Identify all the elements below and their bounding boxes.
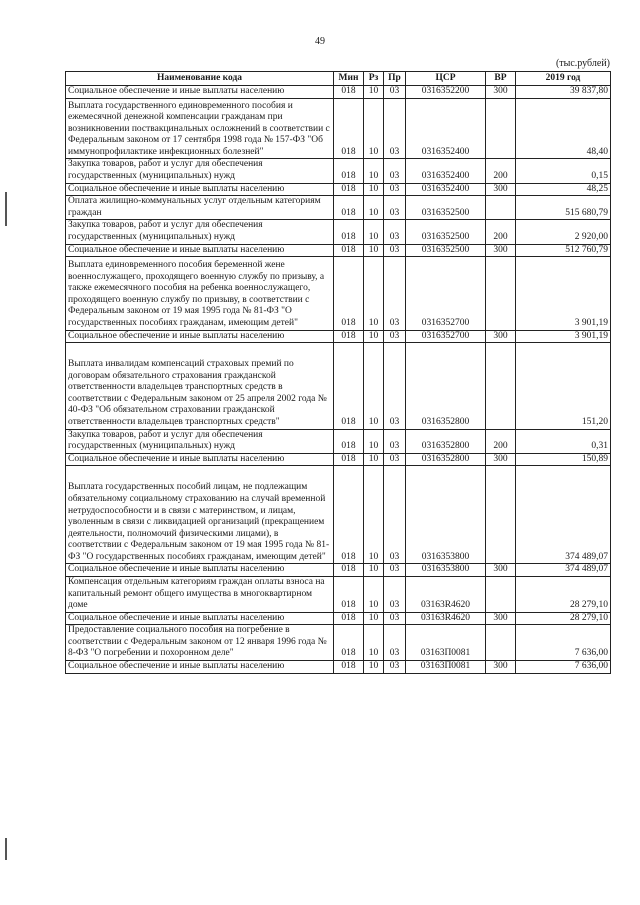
row-pr: 03 xyxy=(384,196,406,220)
row-csr: 03163П0081 xyxy=(406,661,486,674)
row-name: Закупка товаров, работ и услуг для обеспечения государственных (муниципальных) нужд xyxy=(66,159,334,183)
row-rz: 10 xyxy=(364,343,384,429)
row-rz: 10 xyxy=(364,244,384,257)
row-min: 018 xyxy=(334,220,364,244)
row-min: 018 xyxy=(334,564,364,577)
row-vr xyxy=(486,466,516,564)
table-row xyxy=(66,86,611,99)
row-amount: 39 837,80 xyxy=(516,86,611,99)
row-name: Выплата инвалидам компенсаций страховых премий по договорам обязательного страхования гражданской ответственности владельцев транспортных средств в соответствии с Федеральным законом от 25 апреля 2002 года № 40-ФЗ "Об обязательном страховании гражданской ответственности владельцев транспортных средств" xyxy=(66,343,334,429)
row-rz: 10 xyxy=(364,576,384,612)
table-body xyxy=(66,86,611,674)
row-amount: 3 901,19 xyxy=(516,257,611,330)
edge-mark xyxy=(5,838,7,860)
row-pr: 03 xyxy=(384,244,406,257)
row-min: 018 xyxy=(334,98,364,159)
row-min: 018 xyxy=(334,466,364,564)
row-csr: 0316352500 xyxy=(406,244,486,257)
row-min: 018 xyxy=(334,86,364,99)
row-name: Социальное обеспечение и иные выплаты населению xyxy=(66,564,334,577)
row-name: Предоставление социального пособия на погребение в соответствии с Федеральным законом от 12 января 1996 года № 8-ФЗ "О погребении и похоронном деле" xyxy=(66,625,334,661)
table-row xyxy=(66,661,611,674)
row-name: Социальное обеспечение и иные выплаты населению xyxy=(66,330,334,343)
row-min: 018 xyxy=(334,183,364,196)
row-vr xyxy=(486,98,516,159)
row-vr xyxy=(486,625,516,661)
row-amount: 150,89 xyxy=(516,453,611,466)
row-rz: 10 xyxy=(364,453,384,466)
row-pr: 03 xyxy=(384,453,406,466)
row-rz: 10 xyxy=(364,86,384,99)
row-amount: 374 489,07 xyxy=(516,564,611,577)
row-pr: 03 xyxy=(384,183,406,196)
row-name: Компенсация отдельным категориям граждан оплаты взноса на капитальный ремонт общего имущества в многоквартирном доме xyxy=(66,576,334,612)
row-vr xyxy=(486,343,516,429)
row-name: Выплата единовременного пособия беременной жене военнослужащего, проходящего военную службу по призыву, а также ежемесячного пособия на ребенка военнослужащего, проходящего военную службу по призыву, в соответствии с Федеральным законом от 19 мая 1995 года № 81-ФЗ "О государственных пособиях гражданам, имеющим детей" xyxy=(66,257,334,330)
row-rz: 10 xyxy=(364,612,384,625)
row-rz: 10 xyxy=(364,257,384,330)
row-name: Социальное обеспечение и иные выплаты населению xyxy=(66,453,334,466)
row-pr: 03 xyxy=(384,625,406,661)
row-amount: 7 636,00 xyxy=(516,661,611,674)
row-vr xyxy=(486,576,516,612)
header-min: Мин xyxy=(334,72,364,86)
row-name: Социальное обеспечение и иные выплаты населению xyxy=(66,244,334,257)
row-csr: 03163R4620 xyxy=(406,612,486,625)
row-min: 018 xyxy=(334,612,364,625)
table-header-row xyxy=(66,72,611,86)
row-vr xyxy=(486,196,516,220)
row-rz: 10 xyxy=(364,220,384,244)
row-vr: 300 xyxy=(486,330,516,343)
row-rz: 10 xyxy=(364,196,384,220)
units-caption: (тыс.рублей) xyxy=(555,58,610,69)
row-pr: 03 xyxy=(384,257,406,330)
row-rz: 10 xyxy=(364,98,384,159)
row-min: 018 xyxy=(334,661,364,674)
table-row xyxy=(66,257,611,330)
row-min: 018 xyxy=(334,625,364,661)
row-amount: 0,15 xyxy=(516,159,611,183)
row-name: Закупка товаров, работ и услуг для обеспечения государственных (муниципальных) нужд xyxy=(66,429,334,453)
row-csr: 0316352800 xyxy=(406,429,486,453)
header-csr: ЦСР xyxy=(406,72,486,86)
row-csr: 0316352400 xyxy=(406,183,486,196)
row-rz: 10 xyxy=(364,159,384,183)
row-name: Закупка товаров, работ и услуг для обеспечения государственных (муниципальных) нужд xyxy=(66,220,334,244)
budget-table xyxy=(65,71,611,674)
row-amount: 28 279,10 xyxy=(516,576,611,612)
row-rz: 10 xyxy=(364,466,384,564)
row-rz: 10 xyxy=(364,625,384,661)
table-row xyxy=(66,625,611,661)
row-amount: 0,31 xyxy=(516,429,611,453)
row-pr: 03 xyxy=(384,86,406,99)
row-pr: 03 xyxy=(384,576,406,612)
row-vr: 200 xyxy=(486,220,516,244)
row-pr: 03 xyxy=(384,343,406,429)
table-row xyxy=(66,244,611,257)
row-pr: 03 xyxy=(384,661,406,674)
table-row xyxy=(66,196,611,220)
row-pr: 03 xyxy=(384,98,406,159)
header-name: Наименование кода xyxy=(66,72,334,86)
row-csr: 0316352700 xyxy=(406,330,486,343)
row-csr: 0316352500 xyxy=(406,220,486,244)
row-amount: 374 489,07 xyxy=(516,466,611,564)
table-row xyxy=(66,183,611,196)
row-amount: 28 279,10 xyxy=(516,612,611,625)
row-rz: 10 xyxy=(364,330,384,343)
row-pr: 03 xyxy=(384,159,406,183)
table-row xyxy=(66,98,611,159)
row-csr: 0316352400 xyxy=(406,98,486,159)
table-row xyxy=(66,576,611,612)
row-min: 018 xyxy=(334,244,364,257)
header-vr: ВР xyxy=(486,72,516,86)
row-vr: 200 xyxy=(486,159,516,183)
row-vr: 300 xyxy=(486,612,516,625)
row-csr: 0316353800 xyxy=(406,564,486,577)
row-min: 018 xyxy=(334,257,364,330)
row-amount: 151,20 xyxy=(516,343,611,429)
table-row xyxy=(66,343,611,429)
row-pr: 03 xyxy=(384,429,406,453)
table-row xyxy=(66,564,611,577)
row-pr: 03 xyxy=(384,564,406,577)
row-csr: 0316352500 xyxy=(406,196,486,220)
row-min: 018 xyxy=(334,196,364,220)
row-min: 018 xyxy=(334,429,364,453)
row-pr: 03 xyxy=(384,220,406,244)
row-rz: 10 xyxy=(364,183,384,196)
row-csr: 0316353800 xyxy=(406,466,486,564)
row-csr: 0316352200 xyxy=(406,86,486,99)
row-min: 018 xyxy=(334,576,364,612)
row-amount: 7 636,00 xyxy=(516,625,611,661)
row-csr: 0316352800 xyxy=(406,343,486,429)
row-min: 018 xyxy=(334,159,364,183)
row-csr: 0316352700 xyxy=(406,257,486,330)
row-rz: 10 xyxy=(364,564,384,577)
row-vr: 200 xyxy=(486,429,516,453)
row-vr: 300 xyxy=(486,86,516,99)
table-row xyxy=(66,220,611,244)
row-name: Оплата жилищно-коммунальных услуг отдельным категориям граждан xyxy=(66,196,334,220)
row-csr: 03163R4620 xyxy=(406,576,486,612)
table-row xyxy=(66,159,611,183)
edge-mark xyxy=(5,192,7,226)
row-rz: 10 xyxy=(364,429,384,453)
row-amount: 2 920,00 xyxy=(516,220,611,244)
row-rz: 10 xyxy=(364,661,384,674)
table-row xyxy=(66,612,611,625)
row-pr: 03 xyxy=(384,466,406,564)
row-vr: 300 xyxy=(486,453,516,466)
row-name: Выплата государственного единовременного пособия и ежемесячной денежной компенсации гражданам при возникновении поствакцинальных осложнений в соответствии с Федеральным законом от 17 сентября 1998 года № 157-ФЗ "Об иммунопрофилактике инфекционных болезней" xyxy=(66,98,334,159)
row-vr: 300 xyxy=(486,183,516,196)
row-vr: 300 xyxy=(486,661,516,674)
row-min: 018 xyxy=(334,330,364,343)
table-row xyxy=(66,466,611,564)
table-row xyxy=(66,429,611,453)
row-name: Социальное обеспечение и иные выплаты населению xyxy=(66,86,334,99)
row-amount: 48,25 xyxy=(516,183,611,196)
header-pr: Пр xyxy=(384,72,406,86)
row-pr: 03 xyxy=(384,612,406,625)
row-pr: 03 xyxy=(384,330,406,343)
row-min: 018 xyxy=(334,343,364,429)
page-number: 49 xyxy=(315,36,325,47)
header-year: 2019 год xyxy=(516,72,611,86)
header-rz: Рз xyxy=(364,72,384,86)
row-name: Социальное обеспечение и иные выплаты населению xyxy=(66,661,334,674)
row-vr: 300 xyxy=(486,244,516,257)
row-vr: 300 xyxy=(486,564,516,577)
row-name: Выплата государственных пособий лицам, не подлежащим обязательному социальному страхованию на случай временной нетрудоспособности и в связи с материнством, и лицам, уволенным в связи с ликвидацией организаций (прекращением деятельности, полномочий физическими лицами), в соответствии с Федеральным законом от 19 мая 1995 года № 81-ФЗ "О государственных пособиях гражданам, имеющим детей" xyxy=(66,466,334,564)
row-csr: 0316352800 xyxy=(406,453,486,466)
table-row xyxy=(66,453,611,466)
row-csr: 0316352400 xyxy=(406,159,486,183)
row-amount: 48,40 xyxy=(516,98,611,159)
row-name: Социальное обеспечение и иные выплаты населению xyxy=(66,183,334,196)
table-row xyxy=(66,330,611,343)
row-min: 018 xyxy=(334,453,364,466)
row-csr: 03163П0081 xyxy=(406,625,486,661)
row-name: Социальное обеспечение и иные выплаты населению xyxy=(66,612,334,625)
row-amount: 515 680,79 xyxy=(516,196,611,220)
row-vr xyxy=(486,257,516,330)
row-amount: 3 901,19 xyxy=(516,330,611,343)
row-amount: 512 760,79 xyxy=(516,244,611,257)
